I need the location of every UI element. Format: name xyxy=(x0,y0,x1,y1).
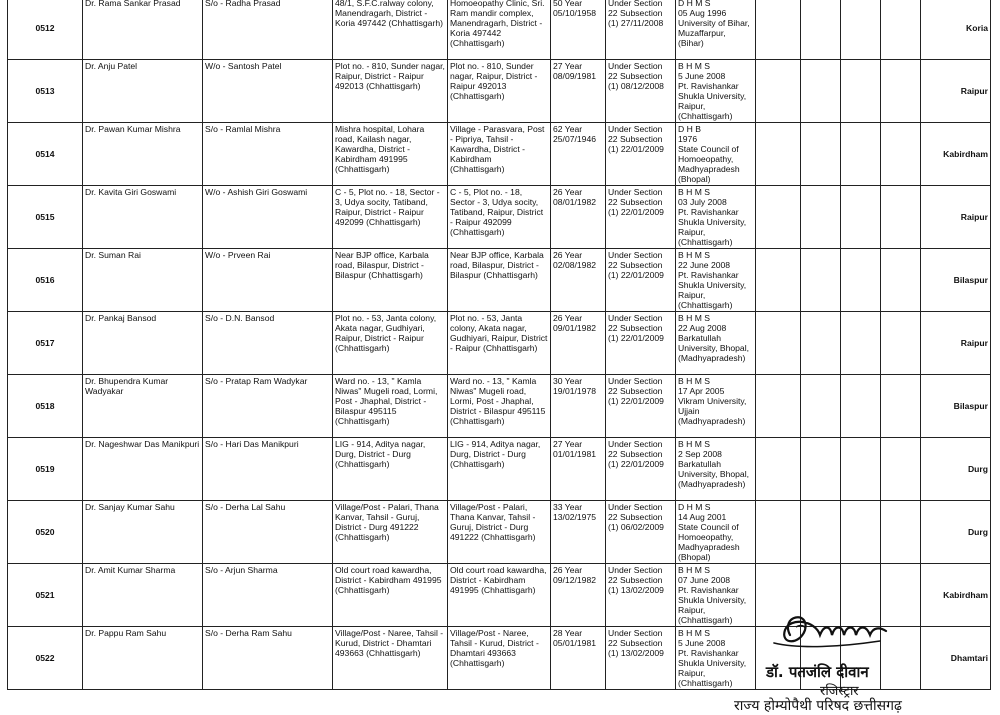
empty-cell xyxy=(801,438,841,501)
empty-cell xyxy=(756,0,801,60)
relation-name: S/o - Hari Das Manikpuri xyxy=(203,438,333,501)
serial-number: 0516 xyxy=(8,249,83,312)
empty-cell xyxy=(841,123,881,186)
age-dob: 26 Year 09/12/1982 xyxy=(551,564,606,627)
empty-cell xyxy=(801,249,841,312)
practice-address: Ward no. - 13, " Kamla Niwas" Mugeli road, Lormi, Post - Jhaphal, District - Bilaspur 495115 (Chhattisgarh) xyxy=(448,375,551,438)
qualification: B H M S 22 Aug 2008 Barkatullah University, Bhopal, (Madhyapradesh) xyxy=(676,312,756,375)
qualification: D H B 1976 State Council of Homoeopathy, Madhyapradesh (Bhopal) xyxy=(676,123,756,186)
table-row xyxy=(8,60,991,123)
registration-section: Under Section 22 Subsection (1) 22/01/2009 xyxy=(606,438,676,501)
district: Raipur xyxy=(921,60,991,123)
empty-cell xyxy=(881,501,921,564)
registration-table xyxy=(7,0,991,690)
empty-cell xyxy=(756,438,801,501)
table-row xyxy=(8,375,991,438)
table-row xyxy=(8,0,991,60)
practice-address: Plot no. - 53, Janta colony, Akata nagar, Gudhiyari, Raipur, District - Raipur (Chhattisgarh) xyxy=(448,312,551,375)
table-row xyxy=(8,501,991,564)
empty-cell xyxy=(881,186,921,249)
serial-number: 0515 xyxy=(8,186,83,249)
age-dob: 27 Year 08/09/1981 xyxy=(551,60,606,123)
registrar-title: रजिस्ट्रार xyxy=(820,684,859,699)
serial-number: 0512 xyxy=(8,0,83,60)
empty-cell xyxy=(756,375,801,438)
district: Raipur xyxy=(921,312,991,375)
signature-scribble xyxy=(760,605,920,655)
qualification: B H M S 22 June 2008 Pt. Ravishankar Shukla University, Raipur, (Chhattisgarh) xyxy=(676,249,756,312)
practice-address: Near BJP office, Karbala road, Bilaspur, District - Bilaspur (Chhattisgarh) xyxy=(448,249,551,312)
registration-section: Under Section 22 Subsection (1) 22/01/2009 xyxy=(606,312,676,375)
district: Bilaspur xyxy=(921,249,991,312)
empty-cell xyxy=(801,375,841,438)
relation-name: S/o - Pratap Ram Wadykar xyxy=(203,375,333,438)
age-dob: 26 Year 02/08/1982 xyxy=(551,249,606,312)
relation-name: W/o - Santosh Patel xyxy=(203,60,333,123)
qualification: D H M S 05 Aug 1996 University of Bihar, Muzaffarpur, (Bihar) xyxy=(676,0,756,60)
practice-address: C - 5, Plot no. - 18, Sector - 3, Udya socity, Tatiband, Raipur, District - Raipur 492099 (Chhattisgarh) xyxy=(448,186,551,249)
age-dob: 50 Year 05/10/1958 xyxy=(551,0,606,60)
empty-cell xyxy=(756,60,801,123)
serial-number: 0519 xyxy=(8,438,83,501)
empty-cell xyxy=(801,501,841,564)
age-dob: 30 Year 19/01/1978 xyxy=(551,375,606,438)
registration-section: Under Section 22 Subsection (1) 13/02/2009 xyxy=(606,564,676,627)
residential-address: Plot no. - 53, Janta colony, Akata nagar, Gudhiyari, Raipur, District - Raipur (Chhattisgarh) xyxy=(333,312,448,375)
doctor-name: Dr. Bhupendra Kumar Wadyakar xyxy=(83,375,203,438)
empty-cell xyxy=(756,123,801,186)
registration-section: Under Section 22 Subsection (1) 22/01/2009 xyxy=(606,123,676,186)
empty-cell xyxy=(801,0,841,60)
residential-address: Plot no. - 810, Sunder nagar, Raipur, District - Raipur 492013 (Chhattisgarh) xyxy=(333,60,448,123)
empty-cell xyxy=(881,438,921,501)
empty-cell xyxy=(881,312,921,375)
serial-number: 0521 xyxy=(8,564,83,627)
doctor-name: Dr. Pawan Kumar Mishra xyxy=(83,123,203,186)
qualification: D H M S 14 Aug 2001 State Council of Homoeopathy, Madhyapradesh (Bhopal) xyxy=(676,501,756,564)
qualification: B H M S 17 Apr 2005 Vikram University, Ujjain (Madhyapradesh) xyxy=(676,375,756,438)
serial-number: 0517 xyxy=(8,312,83,375)
serial-number: 0520 xyxy=(8,501,83,564)
registration-section: Under Section 22 Subsection (1) 22/01/2009 xyxy=(606,375,676,438)
district: Kabirdham xyxy=(921,123,991,186)
doctor-name: Dr. Rama Sankar Prasad xyxy=(83,0,203,60)
district: Kabirdham xyxy=(921,564,991,627)
district: Durg xyxy=(921,438,991,501)
relation-name: S/o - Derha Lal Sahu xyxy=(203,501,333,564)
empty-cell xyxy=(841,186,881,249)
registration-section: Under Section 22 Subsection (1) 08/12/2008 xyxy=(606,60,676,123)
empty-cell xyxy=(881,249,921,312)
relation-name: S/o - D.N. Bansod xyxy=(203,312,333,375)
age-dob: 26 Year 09/01/1982 xyxy=(551,312,606,375)
practice-address: Plot no. - 810, Sunder nagar, Raipur, District - Raipur 492013 (Chhattisgarh) xyxy=(448,60,551,123)
doctor-name: Dr. Kavita Giri Goswami xyxy=(83,186,203,249)
age-dob: 62 Year 25/07/1946 xyxy=(551,123,606,186)
table-row xyxy=(8,438,991,501)
doctor-name: Dr. Pankaj Bansod xyxy=(83,312,203,375)
serial-number: 0513 xyxy=(8,60,83,123)
empty-cell xyxy=(756,501,801,564)
registrar-name: डॉ. पतजंलि दीवान xyxy=(766,663,869,681)
qualification: B H M S 07 June 2008 Pt. Ravishankar Shukla University, Raipur, (Chhattisgarh) xyxy=(676,564,756,627)
doctor-name: Dr. Nageshwar Das Manikpuri xyxy=(83,438,203,501)
district: Koria xyxy=(921,0,991,60)
residential-address: 48/1, S.F.C.ralway colony, Manendragarh, District - Koria 497442 (Chhattisgarh) xyxy=(333,0,448,60)
doctor-name: Dr. Anju Patel xyxy=(83,60,203,123)
doctor-name: Dr. Amit Kumar Sharma xyxy=(83,564,203,627)
residential-address: Near BJP office, Karbala road, Bilaspur, District - Bilaspur (Chhattisgarh) xyxy=(333,249,448,312)
residential-address: C - 5, Plot no. - 18, Sector - 3, Udya socity, Tatiband, Raipur, District - Raipur 492099 (Chhattisgarh) xyxy=(333,186,448,249)
empty-cell xyxy=(841,0,881,60)
practice-address: Village/Post - Naree, Tahsil - Kurud, District - Dhamtari 493663 (Chhattisgarh) xyxy=(448,627,551,690)
serial-number: 0522 xyxy=(8,627,83,690)
serial-number: 0514 xyxy=(8,123,83,186)
table-row xyxy=(8,249,991,312)
doctor-name: Dr. Sanjay Kumar Sahu xyxy=(83,501,203,564)
relation-name: S/o - Ramlal Mishra xyxy=(203,123,333,186)
qualification: B H M S 2 Sep 2008 Barkatullah University, Bhopal, (Madhyapradesh) xyxy=(676,438,756,501)
practice-address: Village - Parasvara, Post - Pipriya, Tahsil - Kawardha, District - Kabirdham (Chhattisgarh) xyxy=(448,123,551,186)
relation-name: W/o - Prveen Rai xyxy=(203,249,333,312)
empty-cell xyxy=(756,249,801,312)
registration-section: Under Section 22 Subsection (1) 27/11/2008 xyxy=(606,0,676,60)
age-dob: 28 Year 05/01/1981 xyxy=(551,627,606,690)
qualification: B H M S 5 June 2008 Pt. Ravishankar Shukla University, Raipur, (Chhattisgarh) xyxy=(676,627,756,690)
empty-cell xyxy=(881,123,921,186)
table-row xyxy=(8,123,991,186)
residential-address: Village/Post - Palari, Thana Kanvar, Tahsil - Guruj, District - Durg 491222 (Chhattisgarh) xyxy=(333,501,448,564)
empty-cell xyxy=(801,60,841,123)
empty-cell xyxy=(756,312,801,375)
residential-address: Old court road kawardha, District - Kabirdham 491995 (Chhattisgarh) xyxy=(333,564,448,627)
doctor-name: Dr. Pappu Ram Sahu xyxy=(83,627,203,690)
empty-cell xyxy=(841,60,881,123)
practice-address: Village/Post - Palari, Thana Kanvar, Tahsil - Guruj, District - Durg 491222 (Chhattisgarh) xyxy=(448,501,551,564)
qualification: B H M S 03 July 2008 Pt. Ravishankar Shukla University, Raipur, (Chhattisgarh) xyxy=(676,186,756,249)
relation-name: W/o - Ashish Giri Goswami xyxy=(203,186,333,249)
practice-address: LIG - 914, Aditya nagar, Durg, District - Durg (Chhattisgarh) xyxy=(448,438,551,501)
empty-cell xyxy=(841,501,881,564)
serial-number: 0518 xyxy=(8,375,83,438)
registration-section: Under Section 22 Subsection (1) 06/02/2009 xyxy=(606,501,676,564)
empty-cell xyxy=(881,60,921,123)
empty-cell xyxy=(801,186,841,249)
table-row xyxy=(8,312,991,375)
council-name: राज्य होम्योपैथी परिषद छत्तीसगढ़ xyxy=(734,698,902,714)
residential-address: Village/Post - Naree, Tahsil - Kurud, District - Dhamtari 493663 (Chhattisgarh) xyxy=(333,627,448,690)
practice-address: Homoeopathy Clinic, Sri. Ram mandir complex, Manendragarh, District - Koria 497442 (Chhattisgarh) xyxy=(448,0,551,60)
empty-cell xyxy=(801,123,841,186)
district: Durg xyxy=(921,501,991,564)
registration-section: Under Section 22 Subsection (1) 22/01/2009 xyxy=(606,249,676,312)
registration-section: Under Section 22 Subsection (1) 13/02/2009 xyxy=(606,627,676,690)
age-dob: 26 Year 08/01/1982 xyxy=(551,186,606,249)
empty-cell xyxy=(881,375,921,438)
empty-cell xyxy=(801,312,841,375)
age-dob: 33 Year 13/02/1975 xyxy=(551,501,606,564)
practice-address: Old court road kawardha, District - Kabirdham 491995 (Chhattisgarh) xyxy=(448,564,551,627)
age-dob: 27 Year 01/01/1981 xyxy=(551,438,606,501)
empty-cell xyxy=(841,438,881,501)
empty-cell xyxy=(841,249,881,312)
residential-address: Ward no. - 13, " Kamla Niwas" Mugeli road, Lormi, Post - Jhaphal, District - Bilaspur 495115 (Chhattisgarh) xyxy=(333,375,448,438)
relation-name: S/o - Arjun Sharma xyxy=(203,564,333,627)
district: Bilaspur xyxy=(921,375,991,438)
residential-address: Mishra hospital, Lohara road, Kailash nagar, Kawardha, District - Kabirdham 491995 (Chhattisgarh) xyxy=(333,123,448,186)
relation-name: S/o - Derha Ram Sahu xyxy=(203,627,333,690)
empty-cell xyxy=(756,186,801,249)
qualification: B H M S 5 June 2008 Pt. Ravishankar Shukla University, Raipur, (Chhattisgarh) xyxy=(676,60,756,123)
residential-address: LIG - 914, Aditya nagar, Durg, District - Durg (Chhattisgarh) xyxy=(333,438,448,501)
empty-cell xyxy=(881,0,921,60)
district: Dhamtari xyxy=(921,627,991,690)
district: Raipur xyxy=(921,186,991,249)
registration-section: Under Section 22 Subsection (1) 22/01/2009 xyxy=(606,186,676,249)
empty-cell xyxy=(841,375,881,438)
relation-name: S/o - Radha Prasad xyxy=(203,0,333,60)
empty-cell xyxy=(841,312,881,375)
doctor-name: Dr. Suman Rai xyxy=(83,249,203,312)
table-row xyxy=(8,186,991,249)
